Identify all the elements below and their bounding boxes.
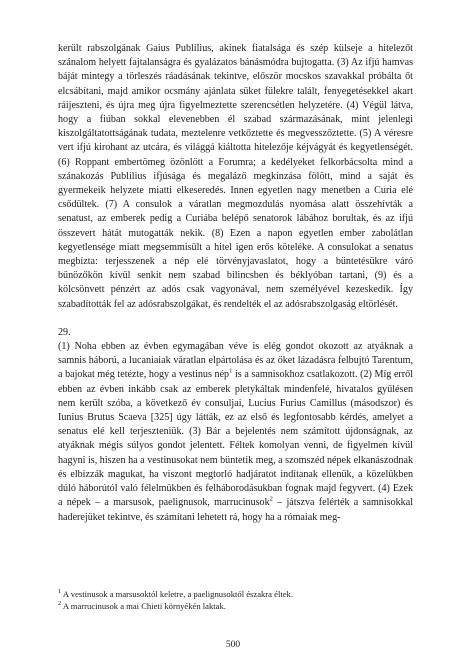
footnote-ref-1[interactable]: 1 bbox=[229, 368, 233, 376]
footnote-text-2: A marrucinusok a mai Chieti környékén laktak. bbox=[61, 601, 226, 611]
footnote-marker-2: 2 bbox=[58, 600, 62, 608]
paragraph-text-3: – játszva felérték a samnisokkal haderejüket tekintve, és számítani lehetett rá, hogy ha a rómaiak meg- bbox=[58, 497, 414, 523]
footnote-2 bbox=[58, 600, 413, 612]
footnotes bbox=[58, 588, 413, 612]
paragraph-text-2: is a samnisokhoz csatlakozott. (2) Míg erről ebben az évben inkább csak az emberek pletykáltak mindenfelé, hivatalos gyűlésen nem került szóba, a következő év consuljai, Lucius Furius Camillus (másodszor) és Iunius Brutus Scaeva [325] úgy látták, ez az első és legfontosabb kérdés, amelyet a senatus elé kell terjeszteniük. (3) Bár a bejelentés nem számított újdonságnak, az atyáknak mégis súlyos gondot jelentett. Féltek komolyan venni, de figyelmen kívül hagyni is, hiszen ha a vestinusokat nem büntetik meg, a szomszéd népek elkanászodnak és elbízzák magukat, ha viszont megtorló hadjáratot indítanak ellenük, a közelükben dúló háborútól való félelmükben és felháborodásukban fognak majd fegyvert. (4) Ezek a népek – a marsusok, paelignusok, marrucinusok bbox=[58, 369, 414, 509]
paragraph-continuation: került rabszolgának Gaius Publilius, akinek fiatalsága és szép külseje a hitelezőt szánalom helyett fajtalanságra és gyalázatos bánásmódra bujtogatta. (3) Az ifjú hamvas báját mintegy a törleszés ráadásának tekintve, először mocskos szavakkal próbálta őt elcsábítani, majd amikor ocsmány ajánlata süket fülekre talált, fenyegetésekkel akart ráijeszteni, és újra meg újra figyelmeztette szerencsétlen helyzetére. (4) Végül látva, hogy a fiúban sokkal elevenebben él szabad származásának, mint jelenlegi kiszolgáltatottságának tudata, meztelenre vetkőztette és megvesszőztette. (5) A véresre vert ifjú kirohant az utcára, és világgá kiáltotta hitelezője kéjvágyát és kegyetlenségét. (6) Roppant embertömeg özönlött a Forumra; a kedélyeket felkorbácsolta mind a szánakozás Publilius ifjúsága és megaláző megkínzása fölött, mind a saját és gyermekeik helyzete miatti elkeseredés. Innen egyetlen nagy menetben a Curia elé csődültek. (7) A consulok a váratlan megmozdulás nyomása alatt összehívták a senatust, az emberek pedig a Curiába belépő senatorok lábához borultak, és az ifjú összevert hátát mutogatták nekik. (8) Ezen a napon egyetlen ember zabolátlan kegyetlensége miatt megsemmisült a hitel igen erős köteléke. A consulokat a senatus megbízta: terjesszenek a nép elé törvényjavaslatot, hogy a büntetésükre váró bűnözőkön kívül senkit nem szabad bilincsben és béklyóban tartani, (9) és a kölcsönvett pénzért az adós csak vagyonával, nem személyével kezeskedik. Így szabadították fel az adósrabszolgákat, és rendelték el az adósrabszolgaság eltörlését. bbox=[58, 43, 413, 310]
footnote-text-1: A vestinusok a marsusoktól keletre, a paelignusoktól északra éltek. bbox=[61, 589, 293, 599]
paragraph-text-1: (1) Noha ebben az évben egymagában véve is elég gondot okozott az atyáknak a samnis háború, a lucaniaiak váratlan elpártolása és az őket lázadásra felbujtó Tarentum, a bajokat még tetézte, hogy a vestinus nép bbox=[58, 341, 413, 381]
paragraph-chapter-29 bbox=[58, 340, 413, 525]
page-body bbox=[58, 42, 413, 525]
footnote-1 bbox=[58, 588, 413, 600]
chapter-number: 29. bbox=[58, 326, 71, 338]
footnote-ref-2[interactable]: 2 bbox=[269, 495, 273, 503]
footnote-marker-1: 1 bbox=[58, 588, 62, 596]
page-number: 500 bbox=[225, 640, 241, 650]
